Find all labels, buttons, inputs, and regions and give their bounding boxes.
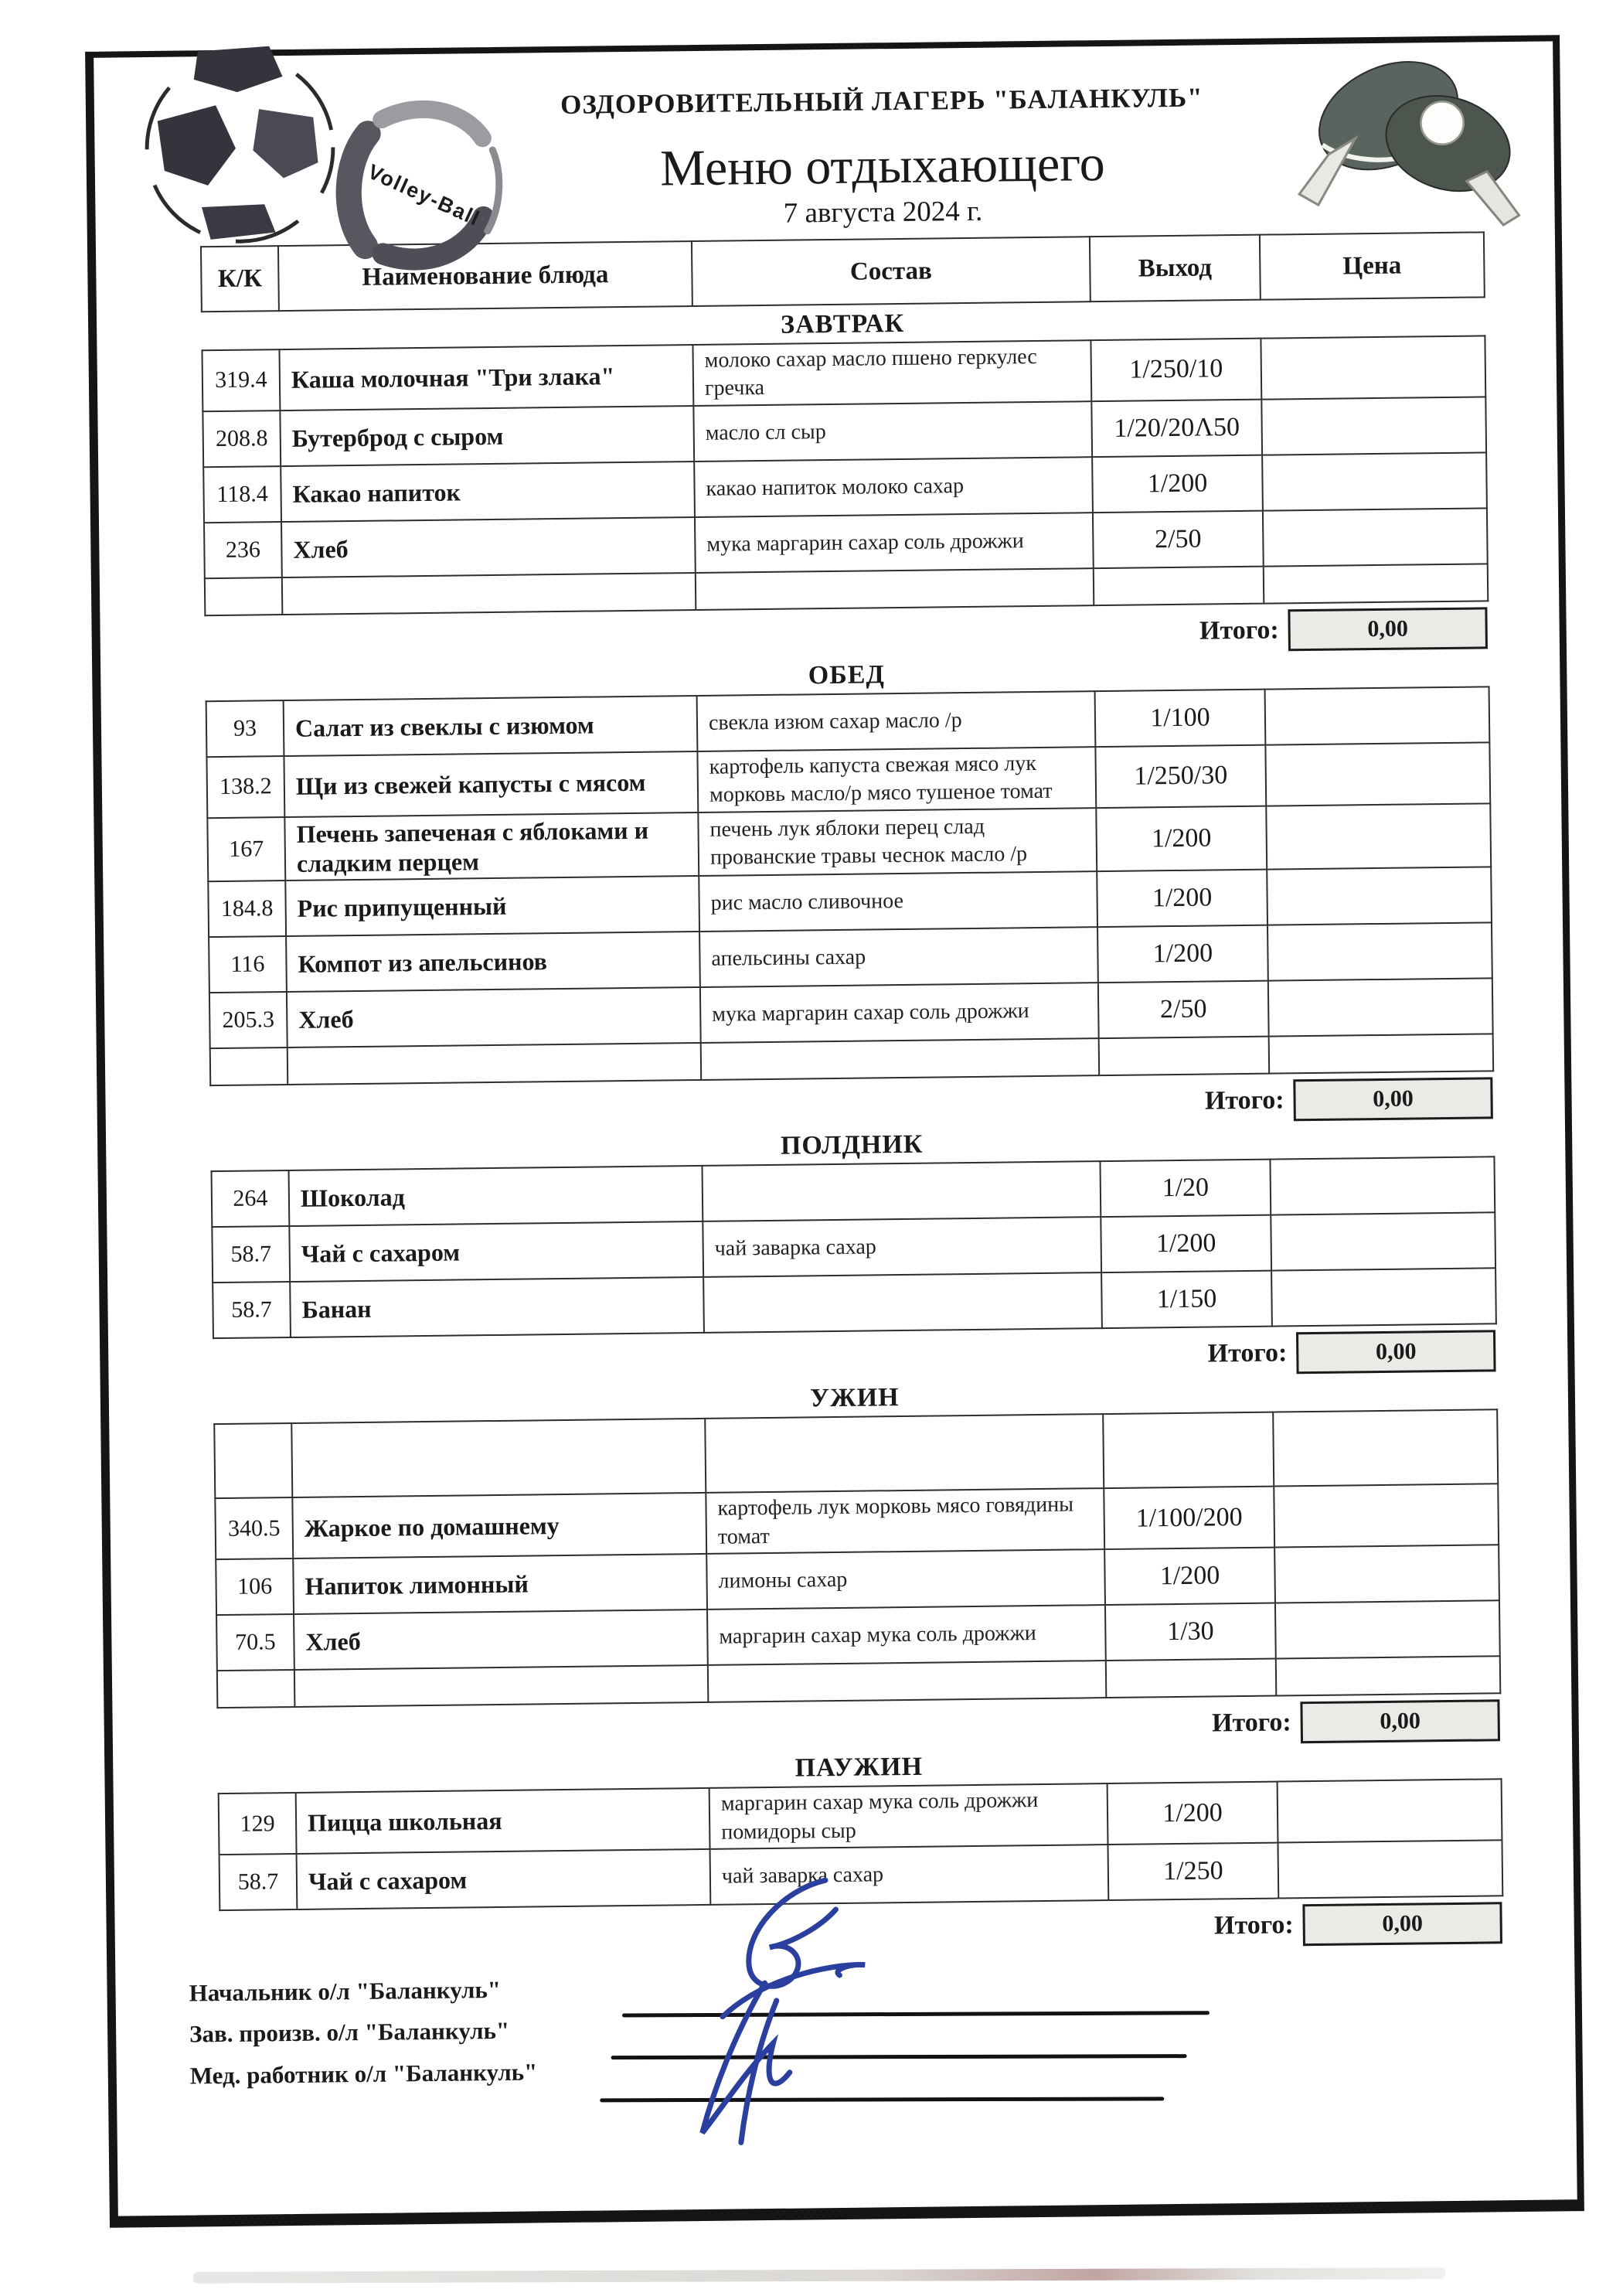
section-table (201, 335, 1489, 616)
section-total-value: 0,00 (1288, 607, 1488, 651)
row-composition (701, 1038, 1100, 1080)
menu-date: 7 августа 2024 г. (783, 195, 983, 230)
row-output: 1/30 (1105, 1603, 1276, 1661)
col-header-kk: К/К (201, 246, 279, 312)
volleyball-label: Volley-Ball (364, 159, 485, 231)
row-composition (705, 1414, 1104, 1493)
volleyball-icon (325, 97, 522, 277)
row-kk: 93 (206, 700, 284, 757)
row-kk: 58.7 (213, 1282, 291, 1338)
row-output: 1/200 (1092, 455, 1263, 512)
row-output: 2/50 (1098, 981, 1269, 1038)
row-output (1103, 1412, 1274, 1488)
row-dish-name: Чай с сахаром (297, 1849, 711, 1909)
row-price (1275, 1600, 1500, 1658)
row-dish-name: Рис припущенный (285, 876, 699, 936)
row-dish-name: Хлеб (294, 1610, 708, 1670)
row-dish-name: Напиток лимонный (293, 1554, 707, 1614)
menu-section (109, 1376, 1572, 1757)
row-output: 1/250/10 (1091, 339, 1261, 401)
row-dish-name: Какао напиток (281, 462, 695, 522)
row-dish-name (294, 1665, 709, 1707)
row-composition: свекла изюм сахар масло /р (697, 691, 1096, 751)
row-price (1274, 1484, 1499, 1548)
row-output: 1/200 (1108, 1782, 1278, 1845)
row-dish-name: Хлеб (287, 987, 701, 1048)
row-output: 1/200 (1104, 1548, 1275, 1605)
row-kk: 208.8 (202, 410, 281, 467)
row-kk: 264 (212, 1170, 290, 1227)
row-composition (703, 1272, 1102, 1333)
section-title: ПАУЖИН (794, 1752, 924, 1783)
row-composition (702, 1161, 1101, 1221)
org-title: ОЗДОРОВИТЕЛЬНЫЙ ЛАГЕРЬ "БАЛАНКУЛЬ" (560, 82, 1203, 120)
row-kk (210, 1048, 288, 1085)
section-total-value: 0,00 (1300, 1699, 1500, 1743)
row-price (1271, 1213, 1495, 1271)
row-price (1274, 1545, 1499, 1603)
row-kk: 106 (216, 1558, 294, 1615)
row-output: 1/200 (1097, 870, 1267, 927)
section-title: ЗАВТРАК (780, 308, 905, 339)
row-price (1265, 742, 1490, 806)
section-total-label: Итого: (1199, 615, 1279, 646)
row-output: 2/50 (1093, 510, 1264, 567)
row-output (1106, 1659, 1277, 1698)
row-kk: 70.5 (216, 1614, 294, 1671)
signatory-chief: Начальник о/л "Баланкуль" (189, 1975, 502, 2007)
row-dish-name (282, 573, 696, 615)
row-price (1273, 1410, 1498, 1487)
col-header-price: Цена (1260, 232, 1485, 299)
row-kk (205, 577, 283, 615)
row-dish-name: Бутерброд с сыром (280, 406, 694, 466)
row-price (1261, 397, 1486, 455)
row-kk: 167 (207, 817, 285, 882)
col-header-out: Выход (1090, 235, 1261, 301)
row-composition: мука маргарин сахар соль дрожжи (700, 983, 1099, 1043)
row-kk (217, 1670, 295, 1708)
row-output: 1/250/30 (1095, 744, 1266, 807)
menu-section (97, 301, 1560, 664)
section-total-label: Итого: (1213, 1910, 1294, 1940)
row-dish-name: Пицца школьная (296, 1788, 710, 1854)
section-title: УЖИН (809, 1383, 900, 1413)
row-kk: 58.7 (219, 1854, 298, 1910)
row-kk: 184.8 (208, 881, 286, 937)
row-price (1262, 452, 1487, 510)
scan-artifact (193, 2267, 1445, 2284)
row-price (1270, 1157, 1495, 1215)
row-price (1266, 803, 1491, 870)
row-dish-name: Жаркое по домашнему (292, 1493, 706, 1558)
row-price (1264, 564, 1489, 603)
row-composition: молоко сахар масло пшено геркулес гречка (692, 340, 1091, 406)
row-price (1278, 1779, 1502, 1842)
row-dish-name: Хлеб (281, 517, 696, 577)
signatory-medical: Мед. работник о/л "Баланкуль" (189, 2057, 538, 2090)
row-composition: рис масло сливочное (699, 871, 1097, 932)
row-output: 1/200 (1096, 806, 1267, 871)
row-price (1269, 1034, 1494, 1074)
signatory-production: Зав. произв. о/л "Баланкуль" (189, 2017, 510, 2048)
row-dish-name: Компот из апельсинов (286, 932, 700, 992)
soccer-ball-icon (131, 41, 349, 260)
row-composition: картофель лук морковь мясо говядины томат (706, 1488, 1104, 1554)
row-price (1267, 867, 1492, 925)
signature-scribble (628, 1848, 957, 2176)
row-output: 1/250 (1108, 1842, 1278, 1899)
row-price (1276, 1656, 1501, 1695)
row-kk: 319.4 (202, 349, 280, 411)
row-dish-name (288, 1043, 702, 1085)
row-composition (696, 568, 1094, 610)
row-price (1261, 336, 1485, 399)
row-output: 1/150 (1101, 1271, 1272, 1328)
row-kk: 138.2 (206, 756, 284, 818)
row-composition: мука маргарин сахар соль дрожжи (695, 513, 1094, 573)
row-price (1278, 1840, 1502, 1898)
row-composition: картофель капуста свежая мясо лук морковь масло/р мясо тушеное томат (697, 747, 1096, 812)
row-dish-name: Банан (290, 1277, 704, 1337)
section-total-label: Итого: (1207, 1338, 1288, 1368)
section-total-value: 0,00 (1293, 1078, 1493, 1122)
row-price (1267, 923, 1492, 981)
section-table (213, 1409, 1501, 1709)
sections (97, 301, 1574, 1959)
row-kk: 129 (219, 1793, 297, 1855)
row-kk: 116 (209, 936, 287, 993)
section-total-value: 0,00 (1302, 1902, 1502, 1946)
menu-section (100, 652, 1565, 1135)
col-header-comp: Состав (692, 237, 1091, 306)
row-dish-name: Салат из свеклы с изюмом (284, 696, 698, 756)
section-total-label: Итого: (1211, 1708, 1291, 1738)
row-output: 1/100 (1095, 689, 1266, 746)
row-kk: 58.7 (212, 1226, 290, 1283)
row-output (1094, 566, 1264, 605)
row-kk: 205.3 (209, 992, 288, 1048)
row-composition: печень лук яблоки перец слад прованские травы чеснок масло /р (698, 808, 1097, 877)
footer (189, 1957, 1576, 2150)
col-header-name: Наименование блюда (278, 241, 692, 311)
row-dish-name: Каша молочная "Три злака" (279, 345, 693, 410)
page-frame (85, 35, 1584, 2227)
section-title: ПОЛДНИК (780, 1130, 924, 1161)
row-composition: апельсины сахар (699, 927, 1098, 987)
row-dish-name: Печень запеченая с яблоками и сладким перцем (284, 812, 699, 881)
menu-row (214, 1410, 1498, 1499)
section-total-label: Итого: (1204, 1085, 1284, 1116)
row-output: 1/200 (1097, 925, 1268, 983)
row-composition: маргарин сахар мука соль дрожжи (707, 1605, 1106, 1665)
section-total-value: 0,00 (1296, 1330, 1496, 1375)
row-kk: 340.5 (215, 1497, 293, 1559)
row-dish-name: Щи из свежей капусты с мясом (284, 751, 698, 817)
row-price (1263, 508, 1488, 566)
menu-section (106, 1123, 1568, 1388)
row-output: 1/20/20Λ50 (1091, 399, 1262, 456)
row-composition (708, 1661, 1107, 1702)
section-title: ОБЕД (808, 660, 886, 690)
row-composition: чай заварка сахар (710, 1845, 1109, 1905)
row-output: 1/200 (1101, 1215, 1271, 1272)
row-kk: 236 (204, 522, 282, 578)
row-price (1265, 686, 1490, 744)
table-tennis-rackets-icon (1284, 46, 1541, 231)
section-table (211, 1157, 1497, 1340)
row-output (1099, 1037, 1270, 1075)
row-dish-name: Шоколад (289, 1166, 703, 1226)
row-dish-name: Чай с сахаром (289, 1221, 703, 1282)
row-output: 1/20 (1100, 1160, 1271, 1217)
row-price (1268, 979, 1493, 1037)
row-dish-name (291, 1419, 706, 1497)
row-composition: лимоны сахар (706, 1549, 1105, 1610)
row-composition: чай заварка сахар (703, 1217, 1101, 1277)
section-table (206, 686, 1495, 1086)
row-composition: какао напиток молоко сахар (694, 457, 1093, 517)
menu-title: Меню отдыхающего (659, 135, 1105, 197)
row-output: 1/100/200 (1104, 1487, 1274, 1549)
row-kk: 118.4 (203, 466, 281, 523)
row-price (1271, 1269, 1496, 1327)
row-kk (214, 1423, 292, 1498)
row-composition: масло сл сыр (693, 401, 1092, 462)
row-composition: маргарин сахар мука соль дрожжи помидоры сыр (709, 1783, 1108, 1849)
